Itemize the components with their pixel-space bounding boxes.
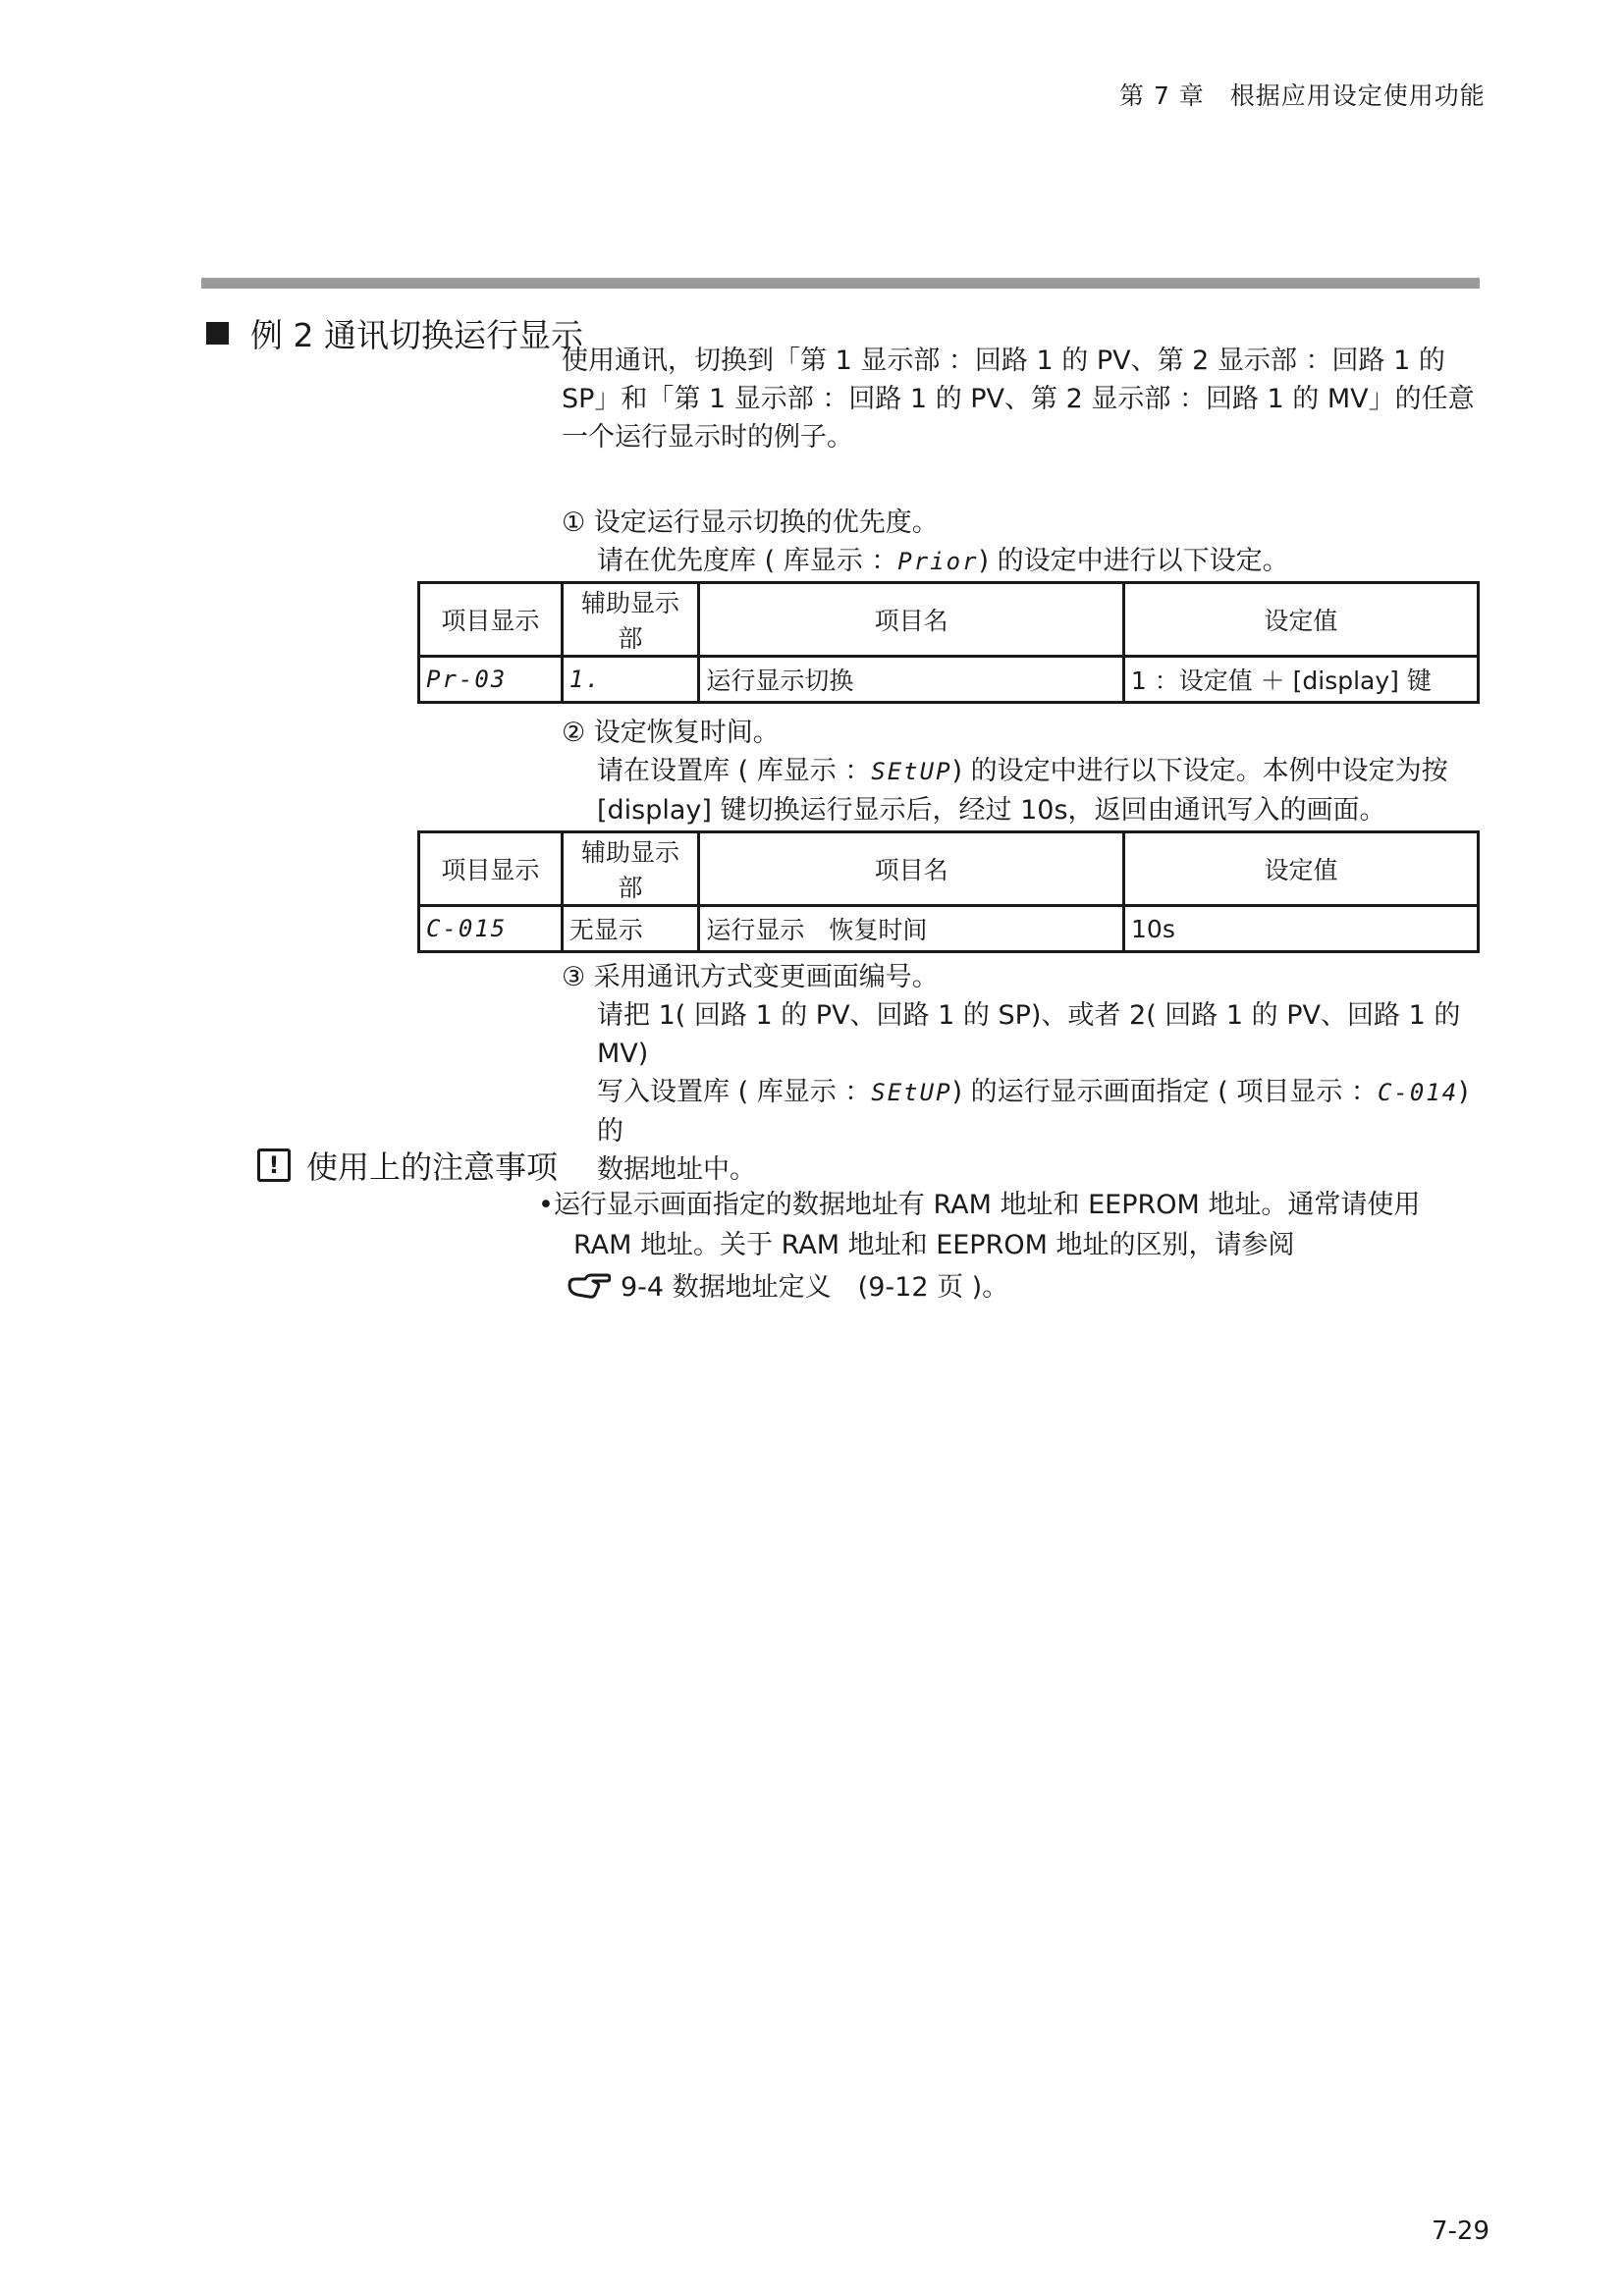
table-header-cell: 项目显示 xyxy=(419,583,563,657)
notice-text-1: 运行显示画面指定的数据地址有 RAM 地址和 EEPROM 地址。通常请使用 xyxy=(553,1190,1421,1220)
step-2-desc-c: [display] 键切换运行显示后，经过 10s，返回由通讯写入的画面。 xyxy=(597,795,1386,826)
step-3-line-3: 数据地址中。 xyxy=(597,1154,756,1185)
step-3-line-1: 请把 1( 回路 1 的 PV、回路 1 的 SP)、或者 2( 回路 1 的 PV、回路 1 的 MV) xyxy=(597,1000,1461,1069)
settings-table-1 xyxy=(417,581,1480,704)
step-2-desc xyxy=(562,752,1485,791)
table-cell-item-display: Pr-03 xyxy=(419,657,563,703)
step-2 xyxy=(562,714,1485,829)
table-header-cell: 辅助显示部 xyxy=(562,583,699,657)
notice-heading xyxy=(257,1143,558,1188)
step-3 xyxy=(562,958,1485,1189)
step-2-title: ② 设定恢复时间。 xyxy=(562,718,780,748)
table-header-cell: 设定值 xyxy=(1124,832,1479,906)
table-header-cell: 项目名 xyxy=(699,832,1124,906)
table-header-cell: 设定值 xyxy=(1123,583,1478,657)
pointing-hand-icon xyxy=(568,1271,611,1299)
table-cell-value: 10s xyxy=(1124,906,1479,952)
table-cell-item-display: C-015 xyxy=(419,906,563,952)
step-3-line-2c: ) 的 xyxy=(597,1077,1469,1147)
seg-display-setup: SEtUP xyxy=(871,758,952,785)
step-2-desc-b: ) 的设定中进行以下设定。本例中设定为按 xyxy=(951,756,1448,786)
table-header-row xyxy=(419,832,1479,906)
table-header-row xyxy=(419,583,1479,657)
step-2-desc-a: 请在设置库 ( 库显示 ： xyxy=(597,756,872,786)
step-1-desc xyxy=(562,542,1485,581)
section-divider xyxy=(201,278,1480,289)
seg-display-setup: SEtUP xyxy=(871,1079,952,1106)
square-bullet-icon xyxy=(206,322,229,345)
settings-table-2 xyxy=(417,830,1480,953)
seg-display-c014: C-014 xyxy=(1377,1079,1459,1106)
page-number: 7-29 xyxy=(1432,2216,1490,2246)
step-1-title: ① 设定运行显示切换的优先度。 xyxy=(562,507,939,538)
notice-line-2: RAM 地址。关于 RAM 地址和 EEPROM 地址的区别，请参阅 xyxy=(573,1230,1295,1260)
chapter-header: 第 7 章 根据应用设定使用功能 xyxy=(1119,81,1486,110)
seg-display-prior: Prior xyxy=(897,548,979,575)
table-cell-aux-display: 无显示 xyxy=(562,906,699,952)
section-title-text: 例 2 通讯切换运行显示 xyxy=(250,316,583,354)
cross-reference xyxy=(568,1265,1008,1304)
table-header-cell: 项目显示 xyxy=(419,832,563,906)
step-3-title: ③ 采用通讯方式变更画面编号。 xyxy=(562,962,939,992)
table-cell-value: 1 ：设定值 ＋ [display] 键 xyxy=(1123,657,1478,703)
section-title xyxy=(206,310,583,356)
step-1-desc-b: ) 的设定中进行以下设定。 xyxy=(978,546,1289,576)
intro-paragraph xyxy=(562,342,1485,456)
table-header-cell: 辅助显示部 xyxy=(562,832,699,906)
intro-line: 一个运行显示时的例子。 xyxy=(562,422,853,453)
table-cell-aux-display: 1. xyxy=(562,657,699,703)
table-cell-item-name: 运行显示切换 xyxy=(699,657,1124,703)
reference-text[interactable]: 9-4 数据地址定义 (9-12 页 )。 xyxy=(621,1272,1009,1303)
intro-line: 使用通讯，切换到「第 1 显示部 ：回路 1 的 PV、第 2 显示部 ：回路 1 的 xyxy=(562,346,1445,376)
notice-body xyxy=(538,1185,1481,1265)
table-row xyxy=(419,906,1479,952)
notice-title-text: 使用上的注意事项 xyxy=(306,1148,559,1186)
table-row xyxy=(419,657,1479,703)
exclamation-icon: ! xyxy=(257,1148,291,1182)
step-3-line-2 xyxy=(562,1073,1485,1150)
step-1 xyxy=(562,504,1485,581)
step-3-line-2b: ) 的运行显示画面指定 ( 项目显示 ： xyxy=(951,1077,1378,1107)
step-3-line-2a: 写入设置库 ( 库显示 ： xyxy=(597,1077,872,1107)
step-1-desc-a: 请在优先度库 ( 库显示 ： xyxy=(597,546,898,576)
intro-line: SP」和「第 1 显示部 ：回路 1 的 PV、第 2 显示部 ：回路 1 的 MV」的任意 xyxy=(562,384,1475,414)
notice-line-1 xyxy=(538,1185,1481,1225)
bullet: • xyxy=(538,1190,554,1220)
table-header-cell: 项目名 xyxy=(699,583,1124,657)
table-cell-item-name: 运行显示 恢复时间 xyxy=(699,906,1124,952)
